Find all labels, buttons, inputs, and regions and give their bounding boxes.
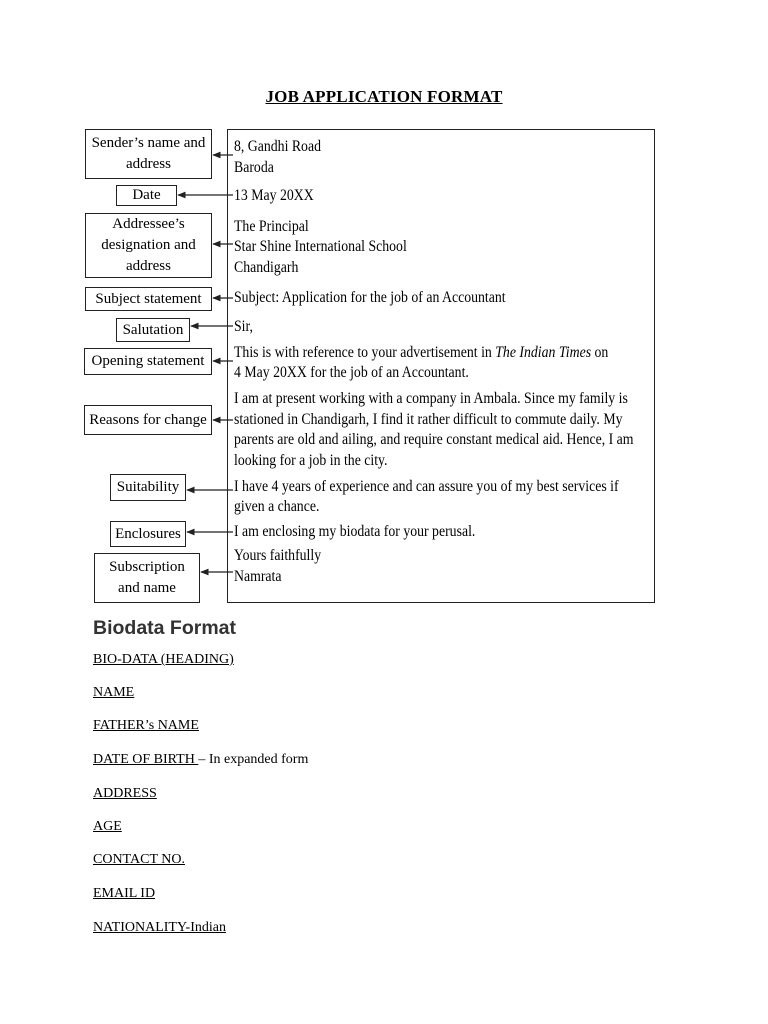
field-email <box>93 885 155 903</box>
letter-opening-line2: 4 May 20XX for the job of an Accountant. <box>234 364 469 381</box>
letter-sender-line2: Baroda <box>234 159 274 176</box>
field-dob-label: DATE OF BIRTH <box>93 752 199 767</box>
biodata-heading: Biodata Format <box>93 617 237 639</box>
field-nationality <box>93 919 226 937</box>
opening-prefix: This is with reference to your advertisement in <box>234 344 496 361</box>
field-age <box>93 818 122 836</box>
label-subject: Subject statement <box>85 287 212 311</box>
letter-addressee-line1: The Principal <box>234 218 309 235</box>
label-salutation: Salutation <box>116 318 190 342</box>
letter-reasons-line4: looking for a job in the city. <box>234 452 388 469</box>
field-age-label: AGE <box>93 819 122 834</box>
field-bio-heading-label: BIO-DATA (HEADING) <box>93 652 234 667</box>
field-dob <box>93 751 308 769</box>
field-father-name-label: FATHER’s NAME <box>93 718 199 733</box>
letter-addressee-line2: Star Shine International School <box>234 238 407 255</box>
letter-closing: Yours faithfully <box>234 547 322 564</box>
field-bio-heading <box>93 651 234 669</box>
field-address-label: ADDRESS <box>93 786 157 801</box>
label-enclosures: Enclosures <box>110 521 186 547</box>
label-suitability: Suitability <box>110 474 186 501</box>
field-nationality-label: NATIONALITY-Indian <box>93 920 226 935</box>
letter-sender-line1: 8, Gandhi Road <box>234 138 321 155</box>
opening-suffix: on <box>591 344 609 361</box>
letter-reasons-line2: stationed in Chandigarh, I find it rather difficult to commute daily. My <box>234 411 623 428</box>
field-address <box>93 785 157 803</box>
field-name <box>93 684 134 702</box>
letter-suitability-line2: given a chance. <box>234 498 320 515</box>
page-title: JOB APPLICATION FORMAT <box>265 87 503 106</box>
letter-enclosures: I am enclosing my biodata for your perusal. <box>234 523 476 540</box>
letter-opening-line1 <box>234 342 608 363</box>
field-contact-label: CONTACT NO. <box>93 852 185 867</box>
newspaper-name: The Indian Times <box>495 344 592 361</box>
field-contact <box>93 851 185 869</box>
letter-reasons-line1: I am at present working with a company in Ambala. Since my family is <box>234 390 628 407</box>
label-sender: Sender’s name and address <box>85 129 212 179</box>
letter-date: 13 May 20XX <box>234 187 314 204</box>
field-name-label: NAME <box>93 685 135 700</box>
label-reasons: Reasons for change <box>84 405 212 435</box>
letter-subject: Subject: Application for the job of an Accountant <box>234 289 506 306</box>
label-subscription: Subscription and name <box>94 553 200 603</box>
letter-suitability-line1: I have 4 years of experience and can assure you of my best services if <box>234 478 619 495</box>
field-dob-note: – In expanded form <box>198 752 309 767</box>
letter-addressee-line3: Chandigarh <box>234 259 299 276</box>
label-addressee: Addressee’s designation and address <box>85 213 212 278</box>
letter-reasons-line3: parents are old and ailing, and require constant medical aid. Hence, I am <box>234 431 634 448</box>
label-opening: Opening statement <box>84 348 212 375</box>
letter-salutation: Sir, <box>234 318 253 335</box>
label-date: Date <box>116 185 177 206</box>
field-father-name <box>93 717 199 735</box>
letter-name: Namrata <box>234 568 282 585</box>
field-email-label: EMAIL ID <box>93 886 156 901</box>
